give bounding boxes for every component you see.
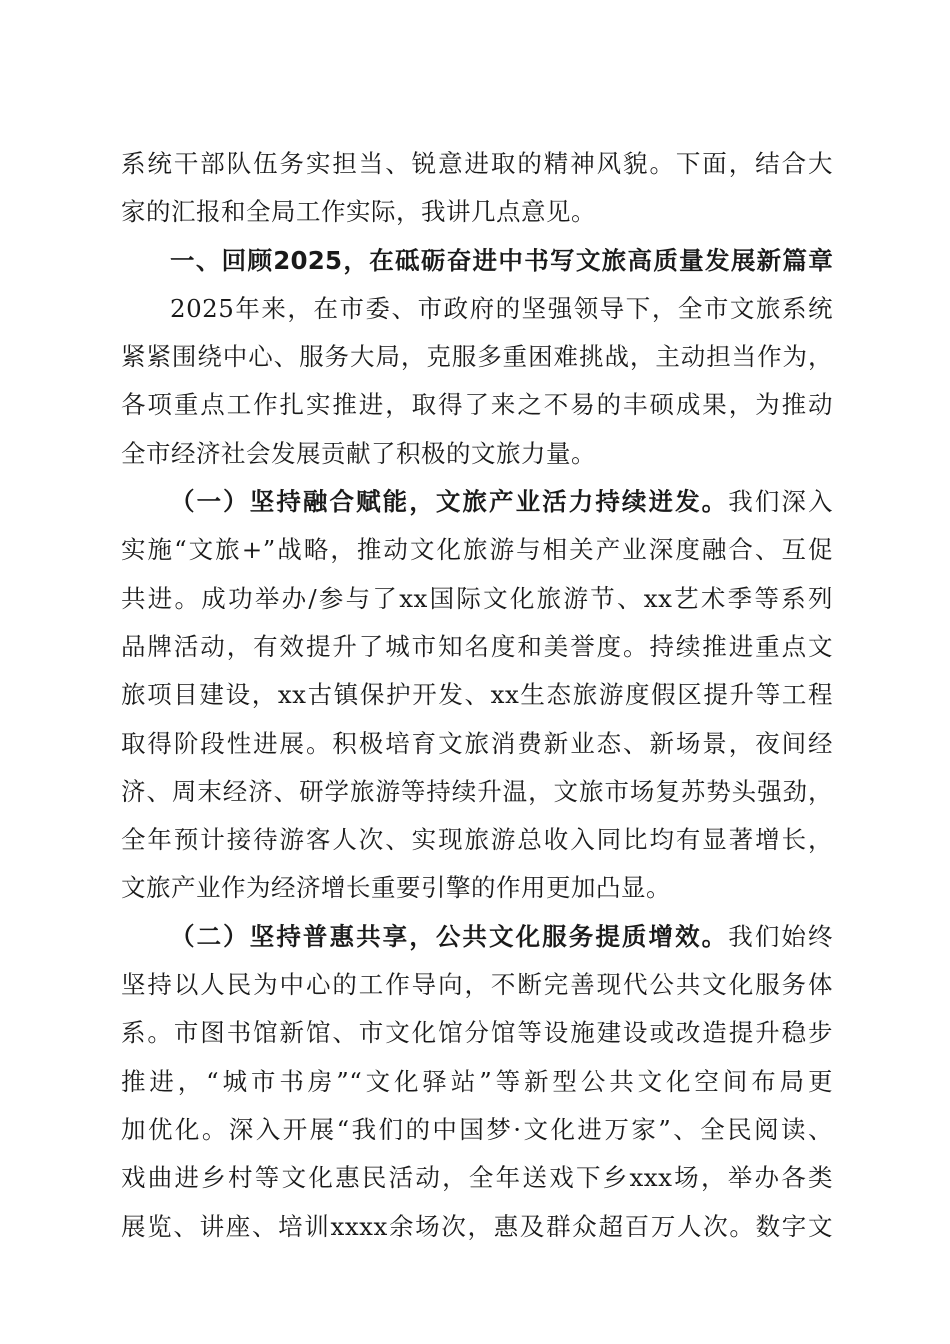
subsection-one-first-line bbox=[121, 478, 833, 526]
section-one-line-3: 各项重点工作扎实推进，取得了来之不易的丰硕成果，为推动 bbox=[121, 390, 833, 420]
subsection-one-line-2: 实施“文旅+”战略，推动文化旅游与相关产业深度融合、互促 bbox=[121, 535, 833, 565]
subsection-two-line-5: 加优化。深入开展“我们的中国梦·文化进万家”、全民阅读、 bbox=[121, 1114, 833, 1144]
subsection-one-line-7: 济、周末经济、研学旅游等持续升温，文旅市场复苏势头强劲， bbox=[121, 776, 833, 806]
subsection-one-line-5: 旅项目建设，xx古镇保护开发、xx生态旅游度假区提升等工程 bbox=[121, 680, 833, 710]
subsection-two-first-line bbox=[121, 913, 833, 961]
subsection-one-first-line-rest: 我们深入 bbox=[728, 487, 833, 517]
subsection-two-line-4: 推进，“城市书房”“文化驿站”等新型公共文化空间布局更 bbox=[121, 1066, 833, 1096]
subsection-one-line-8: 全年预计接待游客人次、实现旅游总收入同比均有显著增长， bbox=[121, 825, 833, 855]
subsection-one-line-9: 文旅产业作为经济增长重要引擎的作用更加凸显。 bbox=[121, 873, 671, 903]
section-one-line-2: 紧紧围绕中心、服务大局，克服多重困难挑战，主动担当作为， bbox=[121, 342, 833, 372]
subsection-two-line-2: 坚持以人民为中心的工作导向，不断完善现代公共文化服务体 bbox=[121, 970, 833, 1000]
subsection-two-title: （二）坚持普惠共享，公共文化服务提质增效。 bbox=[170, 921, 729, 951]
subsection-one-title: （一）坚持融合赋能，文旅产业活力持续迸发。 bbox=[170, 487, 729, 517]
intro-line-2: 家的汇报和全局工作实际，我讲几点意见。 bbox=[121, 197, 596, 227]
subsection-two-line-7: 展览、讲座、培训xxxx余场次，惠及群众超百万人次。数字文 bbox=[121, 1211, 833, 1241]
section-one-line-1: 2025年来，在市委、市政府的坚强领导下，全市文旅系统 bbox=[170, 293, 833, 323]
subsection-two-first-line-rest: 我们始终 bbox=[728, 921, 833, 951]
subsection-one-line-4: 品牌活动，有效提升了城市知名度和美誉度。持续推进重点文 bbox=[121, 631, 833, 661]
subsection-one-line-3: 共进。成功举办/参与了xx国际文化旅游节、xx艺术季等系列 bbox=[121, 583, 833, 613]
subsection-two-line-3: 系。市图书馆新馆、市文化馆分馆等设施建设或改造提升稳步 bbox=[121, 1018, 833, 1048]
subsection-one-line-6: 取得阶段性进展。积极培育文旅消费新业态、新场景，夜间经 bbox=[121, 728, 833, 758]
section-one-line-4: 全市经济社会发展贡献了积极的文旅力量。 bbox=[121, 438, 596, 468]
subsection-two-line-6: 戏曲进乡村等文化惠民活动，全年送戏下乡xxx场，举办各类 bbox=[121, 1163, 833, 1193]
section-one-heading: 一、回顾2025，在砥砺奋进中书写文旅高质量发展新篇章 bbox=[170, 245, 833, 275]
document-body bbox=[121, 140, 833, 1251]
intro-line-1: 系统干部队伍务实担当、锐意进取的精神风貌。下面，结合大 bbox=[121, 149, 833, 178]
